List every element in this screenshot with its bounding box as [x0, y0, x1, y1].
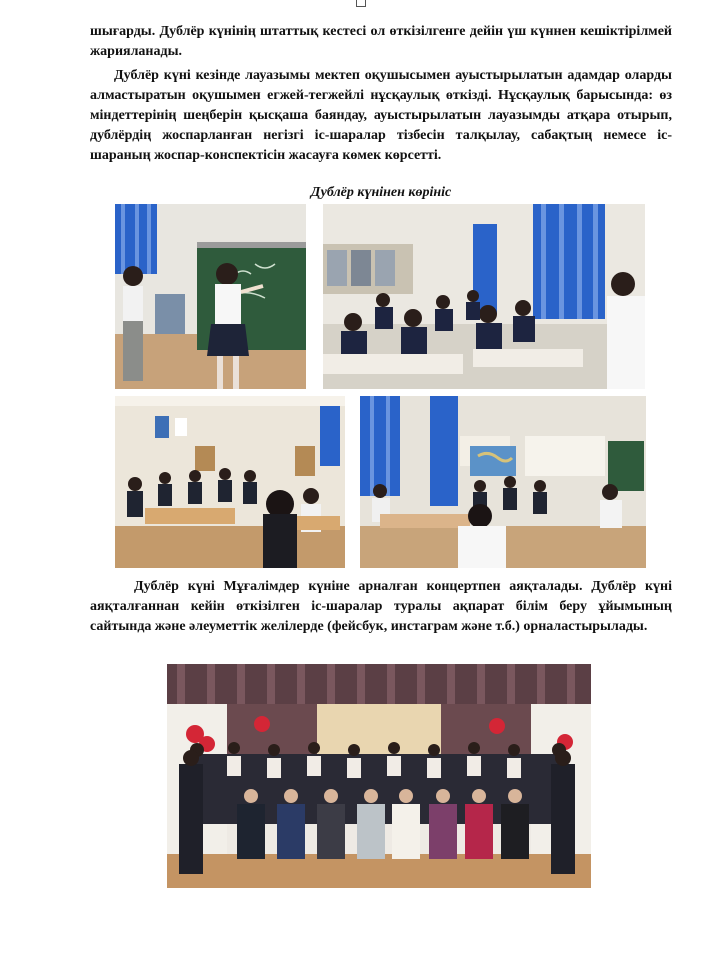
group-photo-concert	[167, 664, 591, 888]
page-top-marker	[356, 0, 366, 7]
classroom-photo-rows	[115, 396, 345, 568]
paragraph-2: Дублёр күні кезінде лауазымы мектеп оқушысымен ауыстырылатын адамдар оларды алмастыратын оқушымен егжей-тегжейлі нұсқаулық өткізді. Нұсқаулық барысында: өз міндеттерінің шеңберін қысқаша баяндау, ауыстырылатын лауазымды атқара отырып, дублёрдің жоспарланған негізгі іс-шаралар тізбесін талқылау, сабақтың немесе іс-шараның жоспар-конспектісін жасауға көмек көрсетті.	[90, 68, 672, 163]
classroom-photo-board	[115, 204, 306, 389]
classroom-photo-students	[323, 204, 645, 389]
classroom-photo-map	[360, 396, 646, 568]
photo-caption: Дублёр күнінен көрініс	[310, 185, 452, 200]
paragraph-1: шығарды. Дублёр күнінің штаттық кестесі ол өткізілгенге дейін үш күннен кешіктірілмей жарияланады.	[90, 24, 672, 59]
paragraph-3: Дублёр күні Мұғалімдер күніне арналған концертпен аяқталады. Дублёр күні аяқталғаннан кейін өткізілген іс-шаралар туралы ақпарат білім беру ұйымының сайтында және әлеуметтік желілерде (фейсбук, инстаграм және т.б.) орналастырылады.	[90, 579, 672, 634]
